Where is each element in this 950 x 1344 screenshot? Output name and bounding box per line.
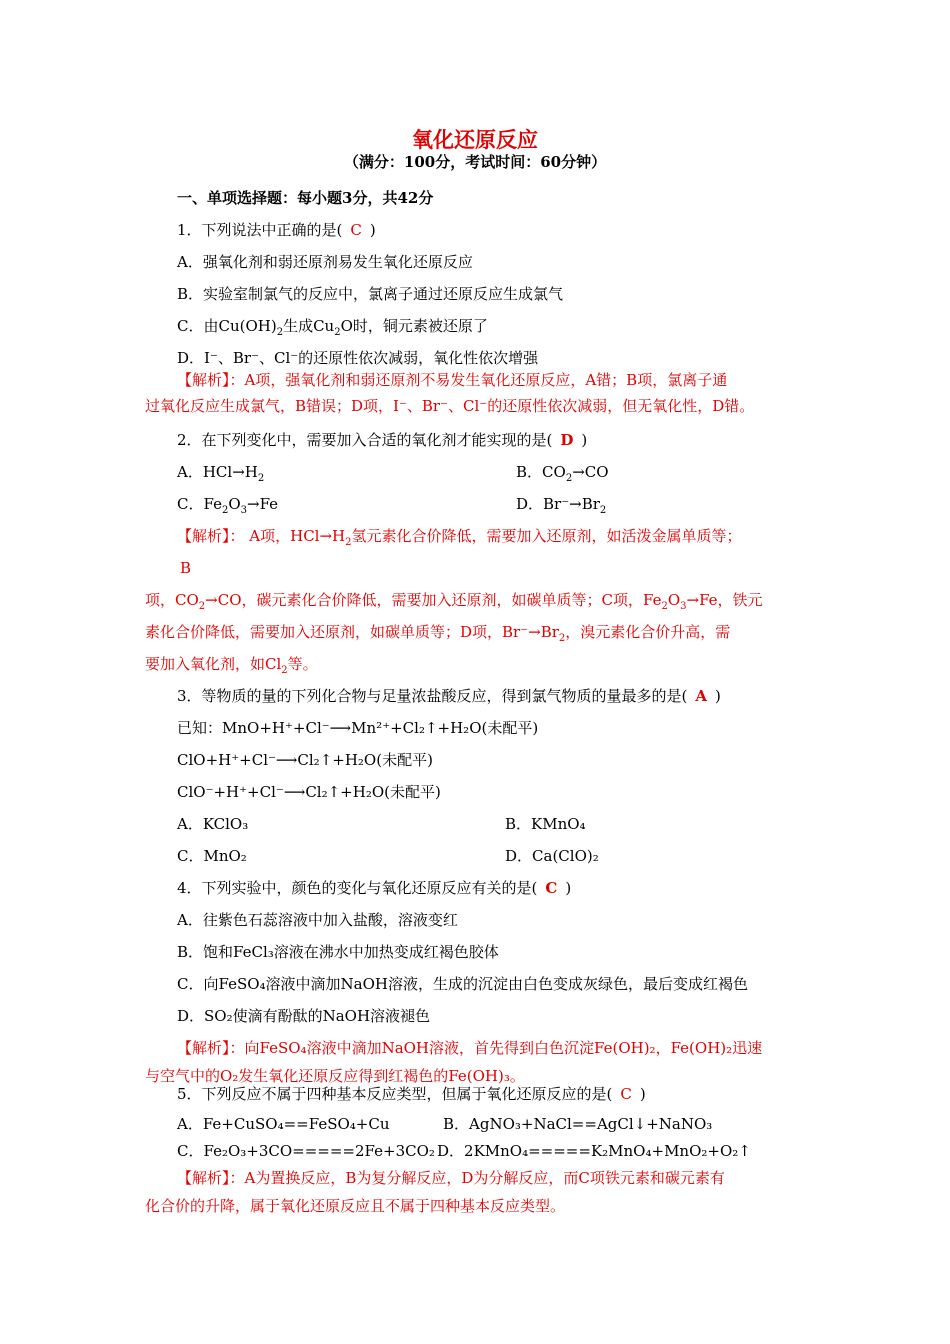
page-title: 氧化还原反应	[412, 127, 538, 152]
question-3-option-c: C．MnO₂	[177, 847, 247, 865]
question-3-option-b: B．KMnO₄	[505, 815, 586, 833]
question-1-option-c: C．由$Cu(OH)_2$生成$Cu_2O$时，铜元素被还原了	[177, 317, 488, 338]
question-2-analysis-cont-2: 素化合价降低，需要加入还原剂，如碳单质等；D项，$Br^-\to Br_2$，溴元素化合价升高，需	[145, 623, 731, 644]
question-4-analysis: 【解析】：向FeSO₄溶液中滴加NaOH溶液，首先得到白色沉淀Fe(OH)₂，Fe(OH)₂迅速	[177, 1039, 763, 1057]
question-5-option-b: B．AgNO₃+NaCl==AgCl↓+NaNO₃	[443, 1115, 713, 1133]
question-4-analysis-cont: 与空气中的O₂发生氧化还原反应得到红褐色的Fe(OH)₃。	[145, 1067, 525, 1085]
question-1-analysis-cont: 过氧化反应生成氯气，B错误；D项，I⁻、Br⁻、Cl⁻的还原性依次减弱，但无氧化性，D错。	[145, 397, 755, 415]
question-3-answer: A	[695, 687, 708, 705]
question-5-analysis-cont: 化合价的升降，属于氧化还原反应且不属于四种基本反应类型。	[145, 1197, 566, 1215]
question-1-option-b: B．实验室制氯气的反应中，氯离子通过还原反应生成氯气	[177, 285, 564, 303]
question-3-known-1: 已知：MnO+H⁺+Cl⁻⟶Mn²⁺+Cl₂↑+H₂O(未配平)	[177, 719, 539, 737]
analysis-label: 【解析】	[177, 527, 230, 545]
question-2-analysis-cont-1: 项，$CO_2\to CO$，碳元素化合价降低，需要加入还原剂，如碳单质等；C项，$Fe_2O_3\to Fe$，铁元	[145, 591, 763, 612]
analysis-label: 【解析】	[177, 1039, 230, 1057]
question-1-option-a: A．强氧化剂和弱还原剂易发生氧化还原反应	[177, 253, 473, 271]
question-2-option-b: B．$CO_2\to CO$	[516, 463, 609, 484]
analysis-label: 【解析】	[177, 1169, 230, 1187]
question-5-option-c: C．Fe₂O₃+3CO=====2Fe+3CO₂	[177, 1142, 435, 1160]
question-3-option-d: D．Ca(ClO)₂	[505, 847, 599, 865]
question-5-option-d: D．2KMnO₄=====K₂MnO₄+MnO₂+O₂↑	[437, 1142, 751, 1160]
section-heading: 一、单项选择题：每小题3分，共42分	[177, 189, 434, 207]
question-1-answer: C	[350, 221, 362, 239]
question-2-option-c: C．$Fe_2O_3\to Fe$	[177, 495, 279, 516]
analysis-label: 【解析】	[177, 371, 230, 389]
question-3-stem: 3．等物质的量的下列化合物与足量浓盐酸反应，得到氯气物质的量最多的是( A )	[177, 687, 721, 705]
question-2-option-d: D．$Br^-\to Br_2$	[516, 495, 607, 516]
question-1-option-d: D．I⁻、Br⁻、Cl⁻的还原性依次减弱，氧化性依次增强	[177, 349, 539, 367]
question-2-analysis: 【解析】： A项，$HCl\to H_2$氢元素化合价降低，需要加入还原剂，如活泼金属单质等；	[177, 527, 742, 548]
question-4-option-c: C．向FeSO₄溶液中滴加NaOH溶液，生成的沉淀由白色变成灰绿色，最后变成红褐色	[177, 975, 748, 993]
question-1-analysis: 【解析】：A项，强氧化剂和弱还原剂不易发生氧化还原反应，A错；B项，氯离子通	[177, 371, 728, 389]
question-1-stem: 1．下列说法中正确的是( C )	[177, 221, 376, 239]
question-4-stem: 4．下列实验中，颜色的变化与氧化还原反应有关的是( C )	[177, 879, 572, 897]
question-2-option-a: A．$HCl\to H_2$	[177, 463, 265, 484]
page-subtitle: （满分：100分，考试时间：60分钟）	[343, 153, 607, 171]
question-2-analysis-b: B	[180, 559, 192, 577]
question-3-option-a: A．KClO₃	[177, 815, 249, 833]
question-5-option-a: A．Fe+CuSO₄==FeSO₄+Cu	[177, 1115, 390, 1133]
question-5-answer: C	[620, 1085, 632, 1103]
question-4-option-a: A．往紫色石蕊溶液中加入盐酸，溶液变红	[177, 911, 458, 929]
question-4-answer: C	[545, 879, 558, 897]
question-5-stem: 5．下列反应不属于四种基本反应类型，但属于氧化还原反应的是( C )	[177, 1085, 646, 1103]
question-3-known-3: ClO⁻+H⁺+Cl⁻⟶Cl₂↑+H₂O(未配平)	[177, 783, 441, 801]
question-2-answer: D	[560, 431, 574, 449]
question-3-known-2: ClO+H⁺+Cl⁻⟶Cl₂↑+H₂O(未配平)	[177, 751, 433, 769]
question-2-analysis-cont-3: 要加入氧化剂，如$Cl_2$等。	[145, 655, 318, 676]
question-4-option-d: D．SO₂使滴有酚酞的NaOH溶液褪色	[177, 1007, 431, 1025]
question-4-option-b: B．饱和FeCl₃溶液在沸水中加热变成红褐色胶体	[177, 943, 499, 961]
question-2-stem: 2．在下列变化中，需要加入合适的氧化剂才能实现的是( D )	[177, 431, 588, 449]
question-5-analysis: 【解析】：A为置换反应，B为复分解反应，D为分解反应，而C项铁元素和碳元素有	[177, 1169, 725, 1187]
